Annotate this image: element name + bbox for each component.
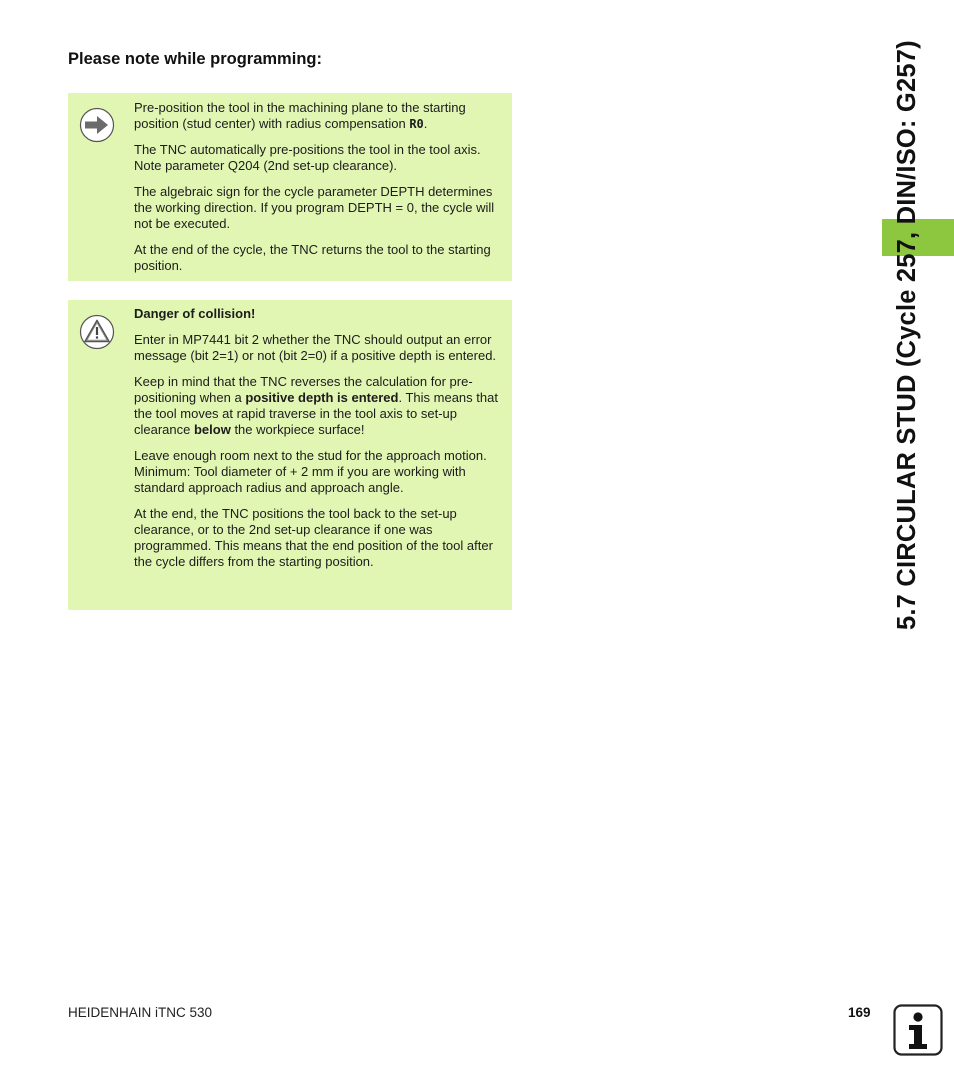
note-paragraph: Pre-position the tool in the machining plane to the starting position (stud center) with radius compensation R0.: [134, 100, 466, 131]
warning-triangle-icon: [79, 314, 115, 350]
chapter-side-title: 5.7 CIRCULAR STUD (Cycle 257, DIN/ISO: G257): [893, 40, 921, 630]
warning-paragraph: At the end, the TNC positions the tool back to the set-up clearance, or to the 2nd set-up clearance if one was programmed. This means that the end position of the tool after the cycle differs from the starting position.: [134, 506, 493, 569]
info-icon: [893, 1004, 943, 1056]
warning-box: [68, 300, 512, 610]
warning-paragraph: Keep in mind that the TNC reverses the calculation for pre-positioning when a positive depth is entered. This means that the tool moves at rapid traverse in the tool axis to set-up clearance below the workpiece surface!: [134, 374, 498, 437]
section-heading: Please note while programming:: [68, 50, 322, 68]
arrow-right-icon: [79, 107, 115, 143]
note-paragraph: The TNC automatically pre-positions the tool in the tool axis. Note parameter Q204 (2nd set-up clearance).: [134, 142, 481, 173]
warning-paragraph: Enter in MP7441 bit 2 whether the TNC should output an error message (bit 2=1) or not (bit 2=0) if a positive depth is entered.: [134, 332, 497, 363]
note-paragraph: At the end of the cycle, the TNC returns the tool to the starting position.: [134, 242, 491, 273]
note-paragraph: The algebraic sign for the cycle parameter DEPTH determines the working direction. If you program DEPTH = 0, the cycle will not be executed.: [134, 184, 495, 231]
warning-paragraph: Leave enough room next to the stud for the approach motion. Minimum: Tool diameter of + 2 mm if you are working with standard approach radius and approach angle.: [134, 448, 487, 495]
warning-text: [134, 306, 506, 580]
note-text: [134, 100, 506, 284]
note-box: [68, 93, 512, 281]
footer-manual-name: HEIDENHAIN iTNC 530: [68, 1005, 213, 1020]
code-r0: R0: [409, 117, 424, 131]
warning-title: Danger of collision!: [134, 306, 256, 321]
page-number: 169: [848, 1005, 871, 1020]
